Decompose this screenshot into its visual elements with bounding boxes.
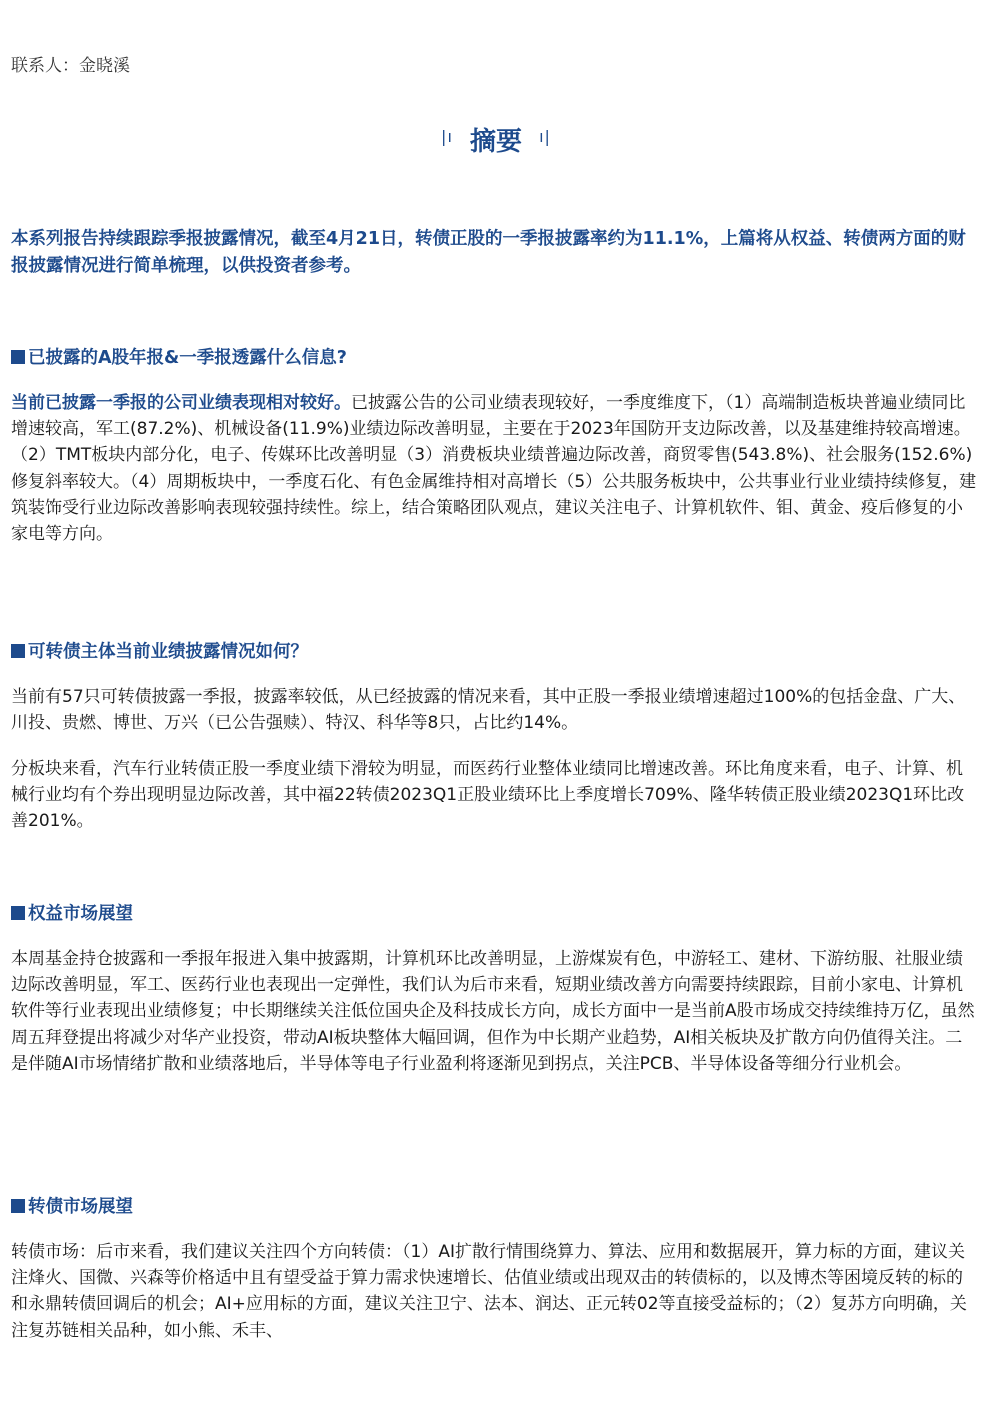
title-right-bars: ı| bbox=[539, 127, 551, 146]
square-bullet-icon bbox=[11, 1199, 25, 1213]
section-4-paragraph-1: 转债市场：后市来看，我们建议关注四个方向转债：（1）AI扩散行情围绕算力、算法、应用和数据展开，算力标的方面，建议关注烽火、国微、兴森等价格适中且有望受益于算力需求快速增长、估值业绩或出现双击的转债标的，以及博杰等困境反转的标的和永鼎转债回调后的机会；AI+应用标的方面，建议关注卫宁、法本、润达、正元转02等直接受益标的；（2）复苏方向明确，关注复苏链相关品种，如小熊、禾丰、 bbox=[11, 1242, 967, 1341]
section-1-lead: 当前已披露一季报的公司业绩表现相对较好。 bbox=[11, 393, 351, 413]
section-heading-3 bbox=[11, 900, 133, 925]
title-left-bars: |ı bbox=[441, 127, 453, 146]
section-heading-4-text: 转债市场展望 bbox=[28, 1197, 133, 1217]
contact-person: 联系人：金晓溪 bbox=[11, 56, 130, 76]
section-heading-1 bbox=[11, 344, 347, 369]
section-heading-4 bbox=[11, 1193, 133, 1218]
section-3-paragraph-1: 本周基金持仓披露和一季报年报进入集中披露期，计算机环比改善明显，上游煤炭有色，中游轻工、建材、下游纺服、社服业绩边际改善明显，军工、医药行业也表现出一定弹性，我们认为后市来看，短期业绩改善方向需要持续跟踪，目前小家电、计算机软件等行业表现出业绩修复；中长期继续关注低位国央企及科技成长方向，成长方面中一是当前A股市场成交持续维持万亿，虽然周五拜登提出将减少对华产业投资，带动AI板块整体大幅回调，但作为中长期产业趋势，AI相关板块及扩散方向仍值得关注。二是伴随AI市场情绪扩散和业绩落地后，半导体等电子行业盈利将逐渐见到拐点，关注PCB、半导体设备等细分行业机会。 bbox=[11, 949, 975, 1074]
section-2-paragraph-2: 分板块来看，汽车行业转债正股一季度业绩下滑较为明显，而医药行业整体业绩同比增速改善。环比角度来看，电子、计算、机械行业均有个券出现明显边际改善，其中福22转债2023Q1正股业绩环比上季度增长709%、隆华转债正股业绩2023Q1环比改善201%。 bbox=[11, 759, 965, 832]
title-text: 摘要 bbox=[469, 127, 522, 157]
section-heading-1-text: 已披露的A股年报&一季报透露什么信息? bbox=[28, 348, 347, 368]
section-1-paragraph-1 bbox=[11, 390, 979, 547]
section-heading-2-text: 可转债主体当前业绩披露情况如何？ bbox=[28, 642, 308, 662]
square-bullet-icon bbox=[11, 906, 25, 920]
abstract-text: 本系列报告持续跟踪季报披露情况，截至4月21日，转债正股的一季报披露率约为11.1%，上篇将从权益、转债两方面的财报披露情况进行简单梳理，以供投资者参考。 bbox=[11, 229, 966, 276]
section-heading-2 bbox=[11, 638, 308, 663]
section-1-body: 已披露公告的公司业绩表现较好，一季度维度下，（1）高端制造板块普遍业绩同比增速较高，军工(87.2%)、机械设备(11.9%)业绩边际改善明显，主要在于2023年国防开支边际改善，以及基建维持较高增速。（2）TMT板块内部分化，电子、传媒环比改善明显（3）消费板块业绩普遍边际改善，商贸零售(543.8%)、社会服务(152.6%)修复斜率较大。（4）周期板块中，一季度石化、有色金属维持相对高增长（5）公共服务板块中，公共事业行业业绩持续修复，建筑装饰受行业边际改善影响表现较强持续性。综上，结合策略团队观点，建议关注电子、计算机软件、钼、黄金、疫后修复的小家电等方向。 bbox=[11, 393, 977, 545]
summary-title bbox=[0, 121, 992, 158]
square-bullet-icon bbox=[11, 644, 25, 658]
square-bullet-icon bbox=[11, 350, 25, 364]
section-heading-3-text: 权益市场展望 bbox=[28, 904, 133, 924]
section-2-paragraph-1: 当前有57只可转债披露一季报，披露率较低，从已经披露的情况来看，其中正股一季报业绩增速超过100%的包括金盘、广大、川投、贵燃、博世、万兴（已公告强赎）、特汉、科华等8只，占比约14%。 bbox=[11, 687, 966, 734]
